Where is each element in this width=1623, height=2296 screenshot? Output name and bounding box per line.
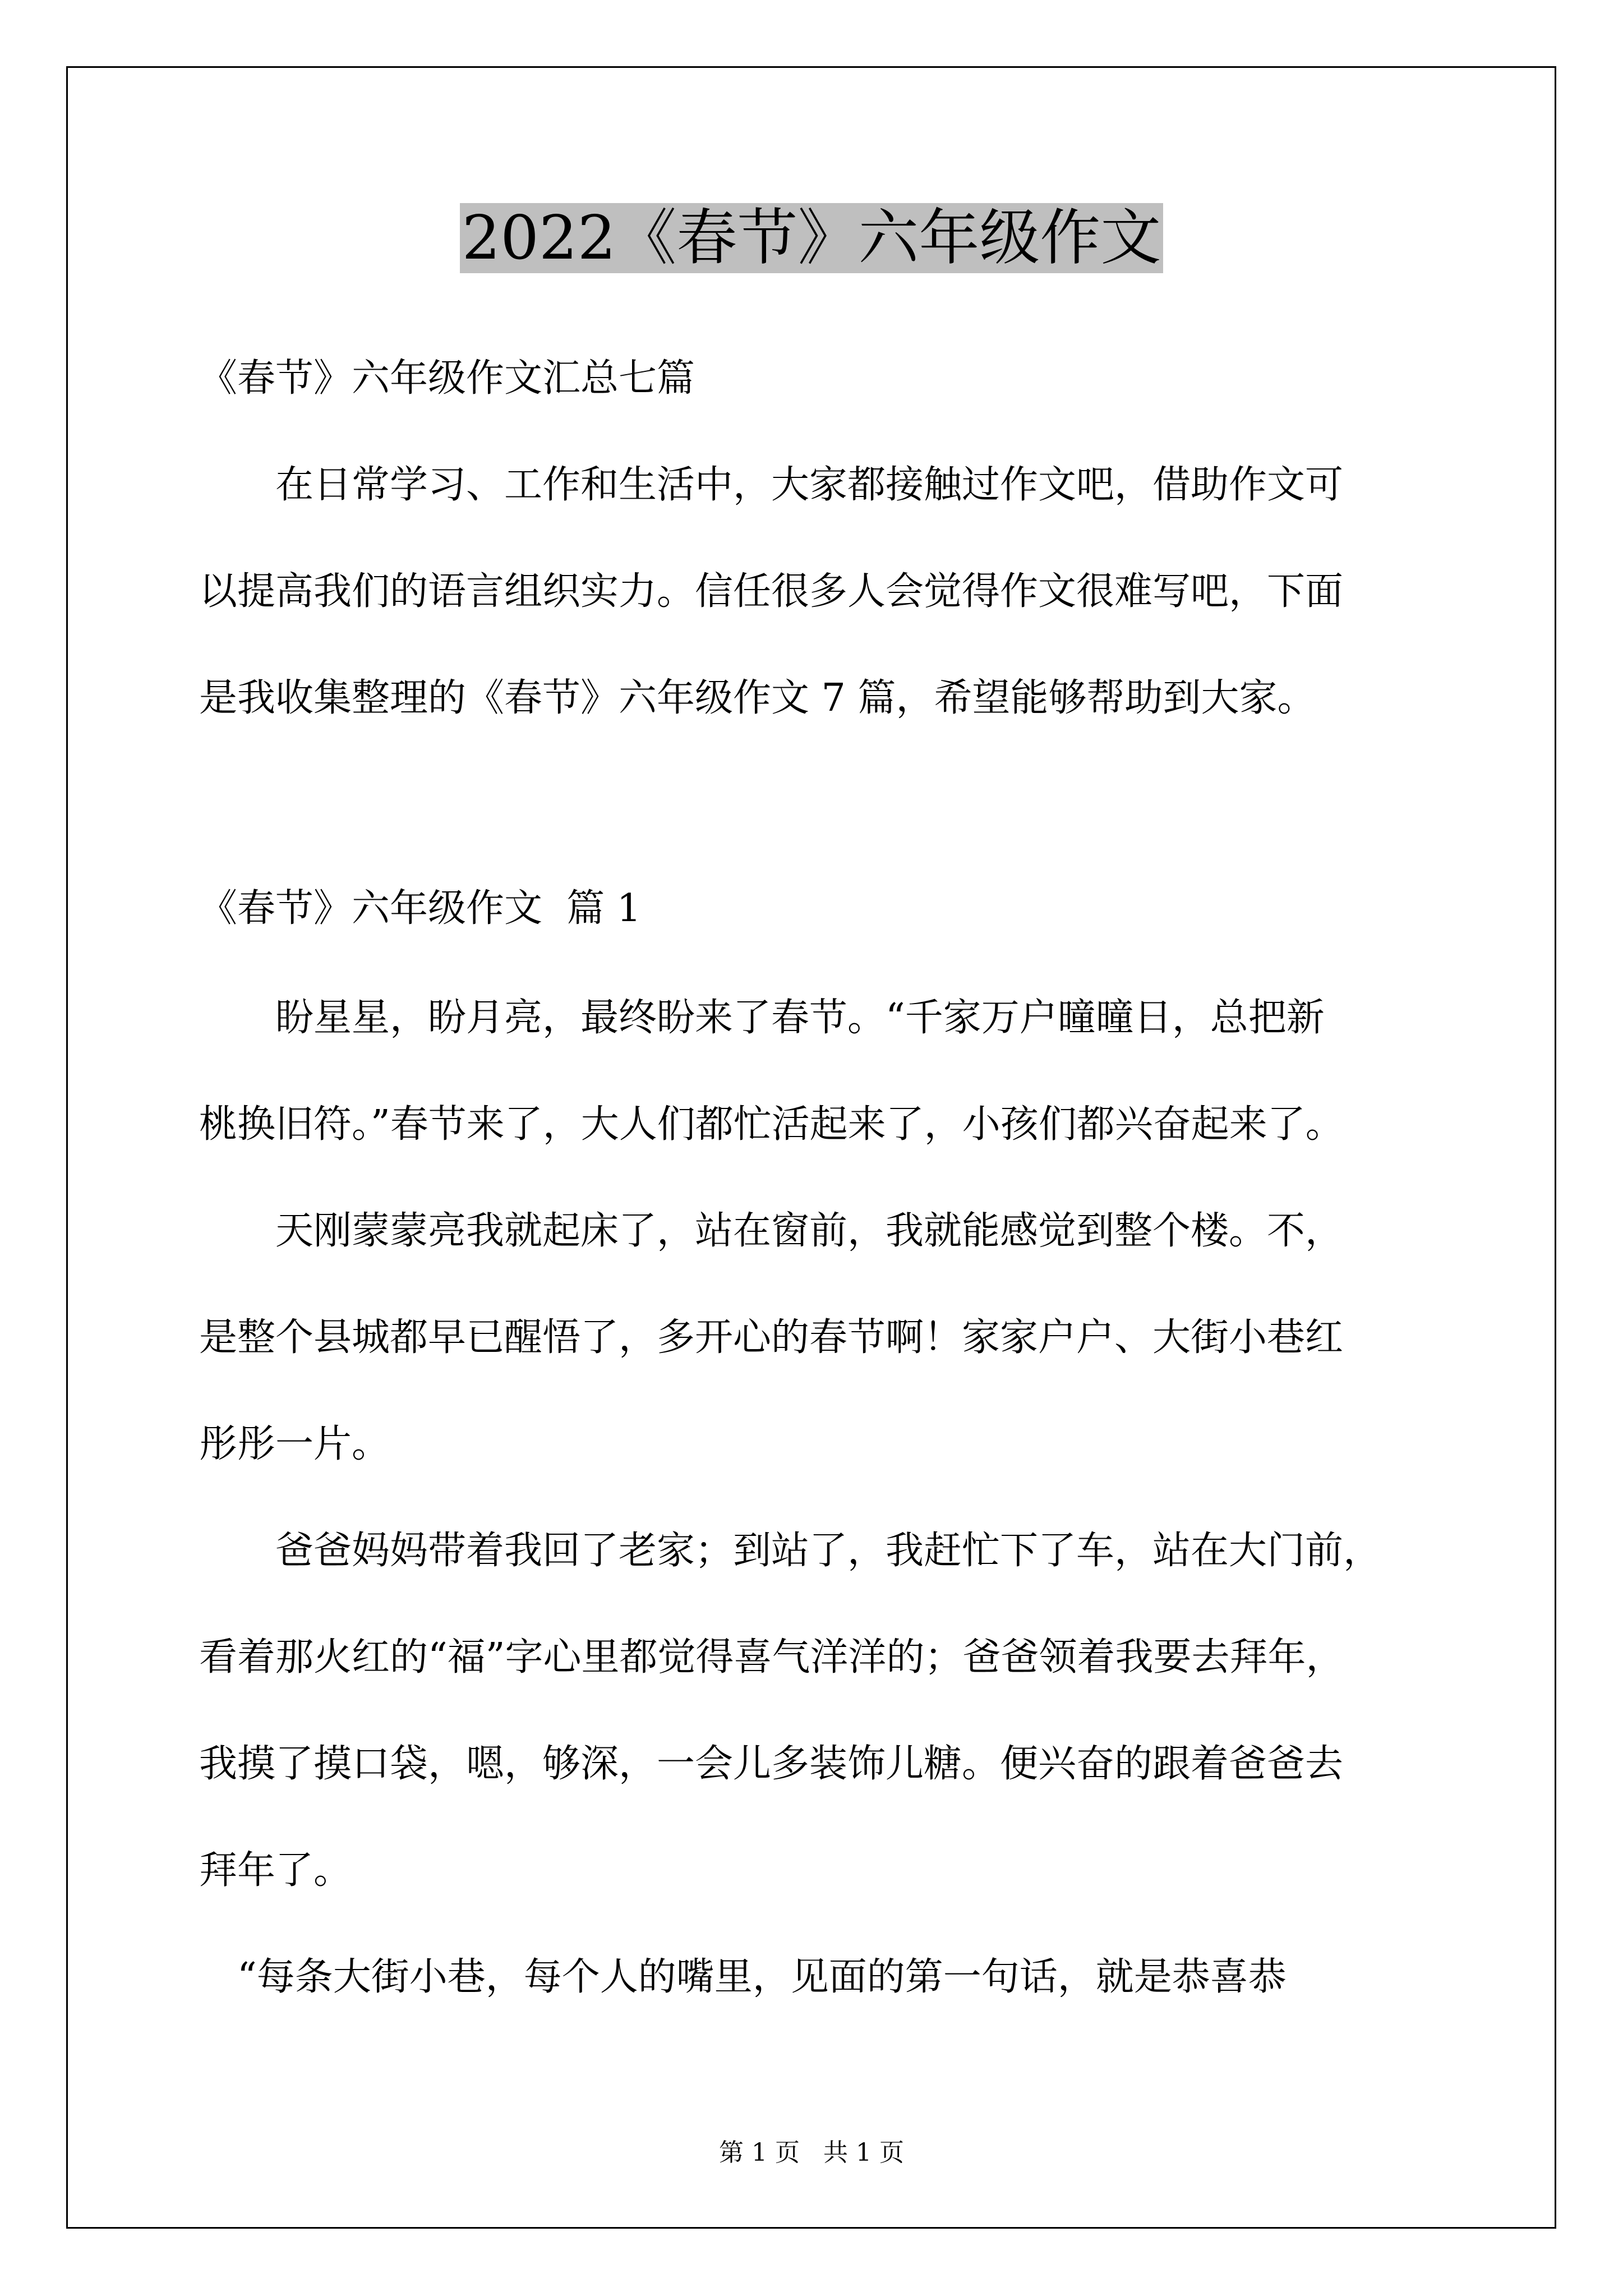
body-line: 我摸了摸口袋，嗯，够深，一会儿多装饰儿糖。便兴奋的跟着爸爸去: [199, 1742, 1344, 1786]
body-line: 爸爸妈妈带着我回了老家；到站了，我赶忙下了车，站在大门前，: [199, 1529, 1382, 1573]
body-line: 以提高我们的语言组织实力。信任很多人会觉得作文很难写吧，下面: [199, 569, 1344, 614]
document-title-text: 2022《春节》六年级作文: [460, 203, 1164, 273]
page-footer: 第 1 页 共 1 页: [719, 2138, 904, 2167]
body-line: 桃换旧符。”春节来了，大人们都忙活起来了，小孩们都兴奋起来了。: [199, 1102, 1344, 1147]
body-line: 看着那火红的“福”字心里都觉得喜气洋洋的；爸爸领着我要去拜年，: [199, 1635, 1344, 1680]
document-title: [0, 202, 1623, 275]
body-line: 天刚蒙蒙亮我就起床了，站在窗前，我就能感觉到整个楼。不，: [199, 1209, 1344, 1253]
body-line: 是我收集整理的《春节》六年级作文 7 篇，希望能够帮助到大家。: [199, 676, 1316, 720]
body-line: 盼星星，盼月亮，最终盼来了春节。“千家万户曈曈日，总把新: [199, 996, 1325, 1040]
body-line: “每条大街小巷，每个人的嘴里，见面的第一句话，就是恭喜恭: [199, 1955, 1287, 1999]
subtitle-line: 《春节》六年级作文汇总七篇: [199, 356, 695, 401]
body-line: 彤彤一片。: [199, 1422, 390, 1466]
body-line: 拜年了。: [199, 1848, 352, 1893]
body-line: 是整个县城都早已醒悟了，多开心的春节啊！家家户户、大街小巷红: [199, 1315, 1344, 1360]
section-heading: 《春节》六年级作文 篇 1: [199, 886, 642, 931]
body-line: 在日常学习、工作和生活中，大家都接触过作文吧，借助作文可: [199, 463, 1344, 507]
